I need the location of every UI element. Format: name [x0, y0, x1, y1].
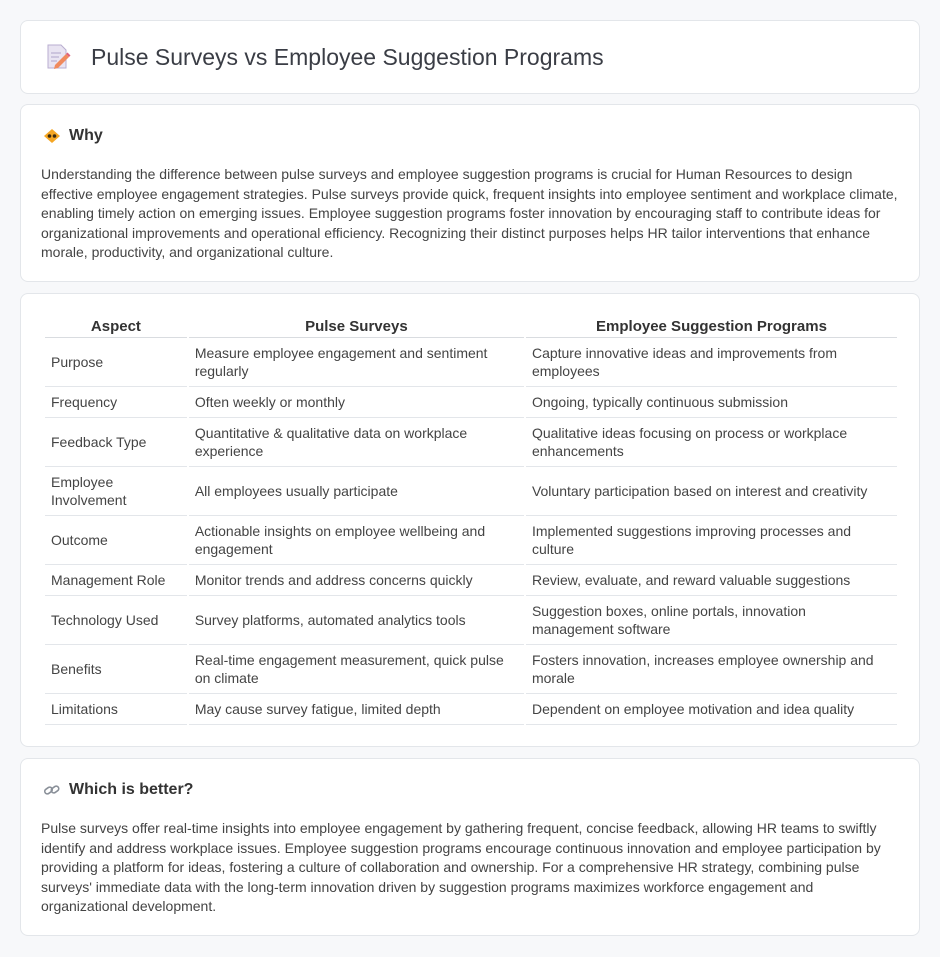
warning-icon: [43, 128, 61, 144]
table-row: [45, 596, 897, 645]
pulse-cell: Measure employee engagement and sentiment regularly: [189, 338, 524, 387]
why-card: [20, 104, 920, 282]
better-title: Which is better?: [69, 781, 194, 798]
pulse-cell: Often weekly or monthly: [189, 387, 524, 418]
suggestion-cell: Capture innovative ideas and improvements from employees: [526, 338, 897, 387]
pulse-cell: Quantitative & qualitative data on workplace experience: [189, 418, 524, 467]
table-row: [45, 694, 897, 725]
header-pulse-surveys: Pulse Surveys: [189, 316, 524, 338]
table-row: [45, 387, 897, 418]
which-better-card: [20, 758, 920, 936]
why-title: Why: [69, 127, 103, 144]
comparison-card: [20, 293, 920, 747]
aspect-cell: Limitations: [45, 694, 187, 725]
aspect-cell: Technology Used: [45, 596, 187, 645]
aspect-cell: Employee Involvement: [45, 467, 187, 516]
document-pencil-icon: [45, 43, 71, 71]
table-row: [45, 565, 897, 596]
why-text: Understanding the difference between pulse surveys and employee suggestion programs is crucial for Human Resources to design effective employee engagement strategies. Pulse surveys provide quick, frequent insights into employee sentiment and workplace climate, enabling timely action on emerging issues. Employee suggestion programs foster innovation by encouraging staff to contribute ideas for organizational improvements and operational efficiency. Recognizing their distinct purposes helps HR tailor interventions that enhance morale, productivity, and organizational culture.: [41, 166, 898, 261]
suggestion-cell: Voluntary participation based on interest and creativity: [526, 467, 897, 516]
why-heading: [43, 127, 103, 145]
aspect-cell: Purpose: [45, 338, 187, 387]
comparison-table: [43, 316, 899, 725]
suggestion-cell: Implemented suggestions improving processes and culture: [526, 516, 897, 565]
suggestion-cell: Suggestion boxes, online portals, innovation management software: [526, 596, 897, 645]
pulse-cell: Actionable insights on employee wellbeing and engagement: [189, 516, 524, 565]
pulse-cell: All employees usually participate: [189, 467, 524, 516]
table-row: [45, 418, 897, 467]
aspect-cell: Benefits: [45, 645, 187, 694]
aspect-cell: Frequency: [45, 387, 187, 418]
table-row: [45, 467, 897, 516]
pulse-cell: May cause survey fatigue, limited depth: [189, 694, 524, 725]
better-heading: [43, 781, 193, 799]
table-header-row: [45, 316, 897, 338]
table-row: [45, 338, 897, 387]
suggestion-cell: Ongoing, typically continuous submission: [526, 387, 897, 418]
suggestion-cell: Dependent on employee motivation and idea quality: [526, 694, 897, 725]
aspect-cell: Feedback Type: [45, 418, 187, 467]
page-title: Pulse Surveys vs Employee Suggestion Programs: [91, 43, 604, 70]
link-icon: [43, 782, 61, 798]
aspect-cell: Outcome: [45, 516, 187, 565]
suggestion-cell: Qualitative ideas focusing on process or workplace enhancements: [526, 418, 897, 467]
pulse-cell: Real-time engagement measurement, quick pulse on climate: [189, 645, 524, 694]
pulse-cell: Survey platforms, automated analytics tools: [189, 596, 524, 645]
better-text: Pulse surveys offer real-time insights into employee engagement by gathering frequent, concise feedback, allowing HR teams to swiftly identify and address workplace issues. Employee suggestion programs encourage continuous innovation and employee participation by providing a platform for ideas, fostering a culture of collaboration and ownership. For a comprehensive HR strategy, combining pulse surveys' immediate data with the long-term innovation driven by suggestion programs maximizes workforce engagement and organizational development.: [41, 820, 881, 915]
pulse-cell: Monitor trends and address concerns quickly: [189, 565, 524, 596]
table-row: [45, 516, 897, 565]
title-card: [20, 20, 920, 94]
suggestion-cell: Review, evaluate, and reward valuable suggestions: [526, 565, 897, 596]
header-aspect: Aspect: [45, 316, 187, 338]
header-suggestion-programs: Employee Suggestion Programs: [526, 316, 897, 338]
aspect-cell: Management Role: [45, 565, 187, 596]
table-row: [45, 645, 897, 694]
title-row: [45, 43, 604, 71]
suggestion-cell: Fosters innovation, increases employee ownership and morale: [526, 645, 897, 694]
